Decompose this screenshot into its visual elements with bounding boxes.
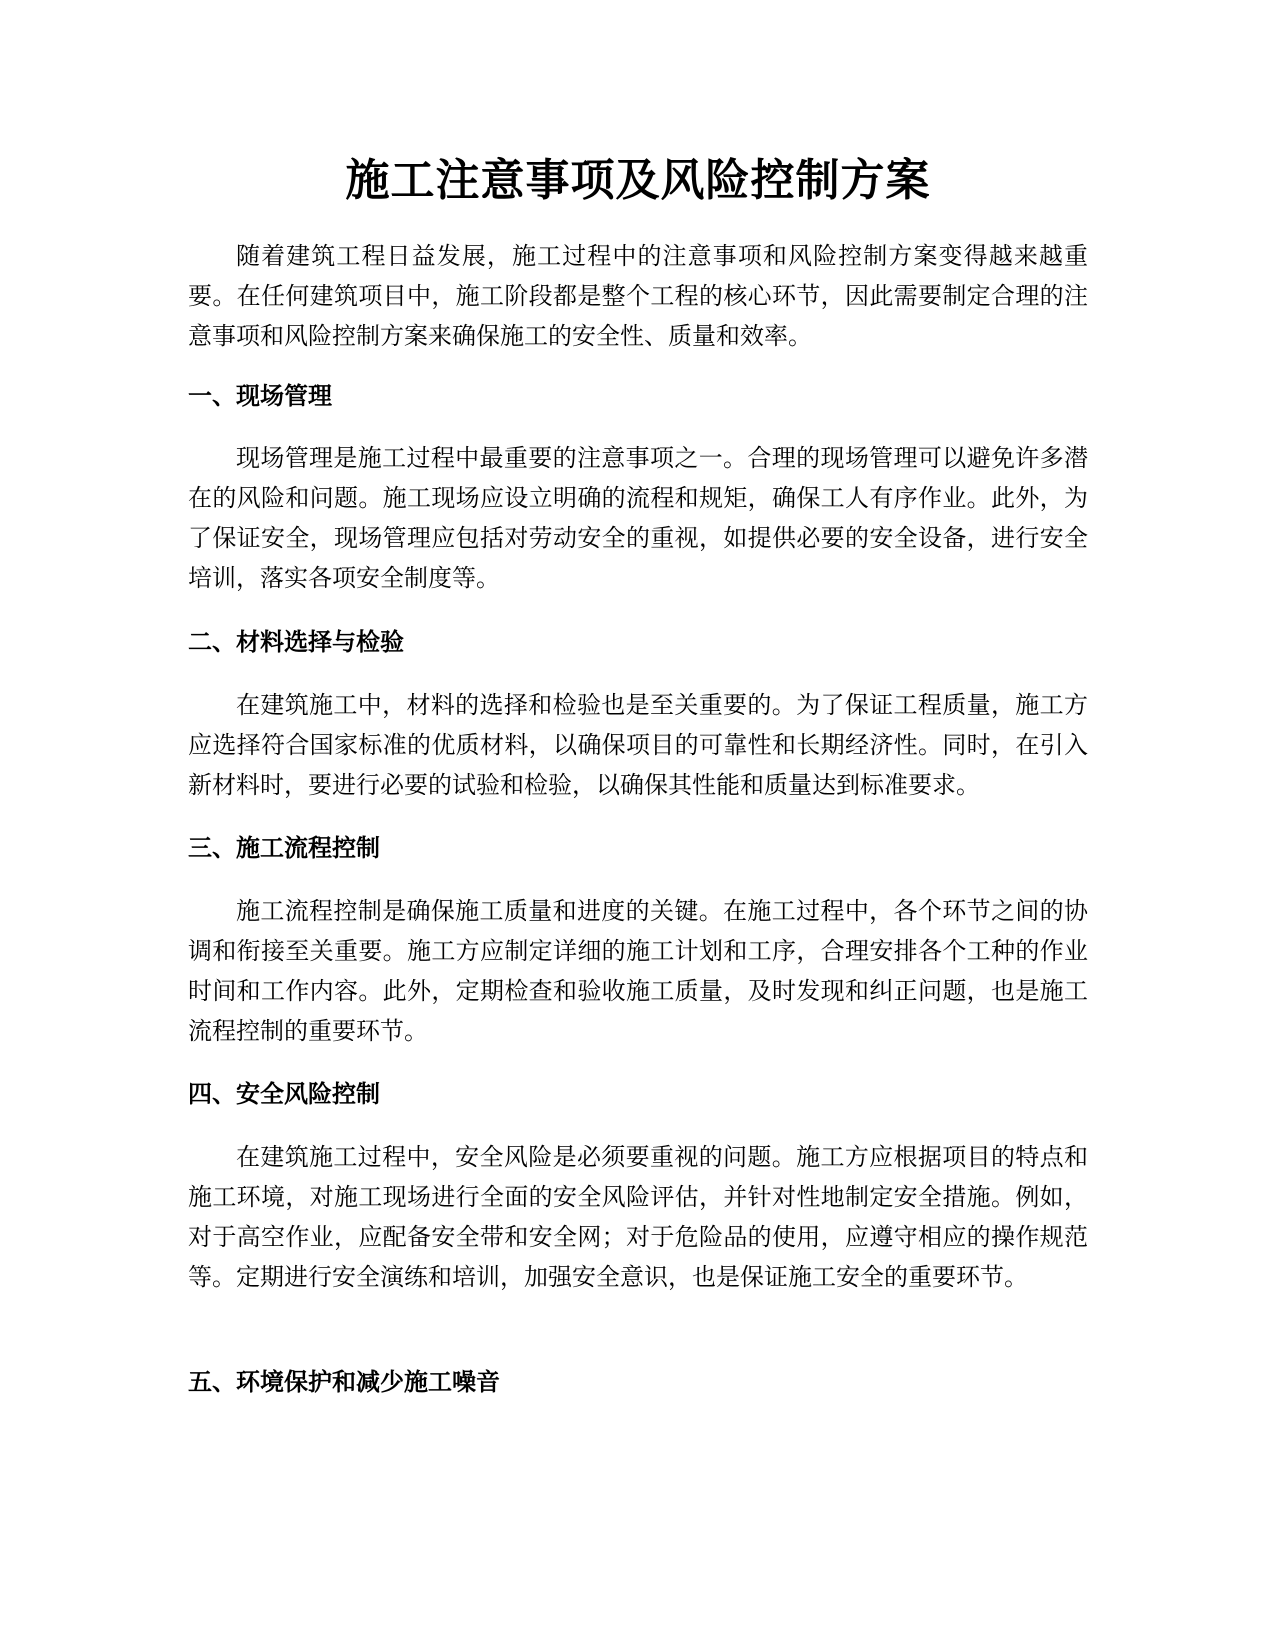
section-body-1: 现场管理是施工过程中最重要的注意事项之一。合理的现场管理可以避免许多潜在的风险和问题。施工现场应设立明确的流程和规矩，确保工人有序作业。此外，为了保证安全，现场管理应包括对劳动安全的重视，如提供必要的安全设备，进行安全培训，落实各项安全制度等。 bbox=[188, 444, 1088, 592]
section-heading-3: 三、施工流程控制 bbox=[188, 834, 380, 862]
intro-paragraph: 随着建筑工程日益发展，施工过程中的注意事项和风险控制方案变得越来越重要。在任何建筑项目中，施工阶段都是整个工程的核心环节，因此需要制定合理的注意事项和风险控制方案来确保施工的安全性、质量和效率。 bbox=[188, 242, 1088, 350]
section-body-2: 在建筑施工中，材料的选择和检验也是至关重要的。为了保证工程质量，施工方应选择符合国家标准的优质材料，以确保项目的可靠性和长期经济性。同时，在引入新材料时，要进行必要的试验和检验，以确保其性能和质量达到标准要求。 bbox=[188, 691, 1088, 799]
section-heading-1: 一、现场管理 bbox=[188, 382, 332, 410]
document-page bbox=[188, 0, 1088, 1650]
section-heading-5: 五、环境保护和减少施工噪音 bbox=[188, 1368, 500, 1396]
section-heading-4: 四、安全风险控制 bbox=[188, 1080, 380, 1108]
section-heading-2: 二、材料选择与检验 bbox=[188, 628, 404, 656]
section-body-3: 施工流程控制是确保施工质量和进度的关键。在施工过程中，各个环节之间的协调和衔接至关重要。施工方应制定详细的施工计划和工序，合理安排各个工种的作业时间和工作内容。此外，定期检查和验收施工质量，及时发现和纠正问题，也是施工流程控制的重要环节。 bbox=[188, 897, 1088, 1045]
document-title: 施工注意事项及风险控制方案 bbox=[345, 155, 931, 206]
section-body-4: 在建筑施工过程中，安全风险是必须要重视的问题。施工方应根据项目的特点和施工环境，对施工现场进行全面的安全风险评估，并针对性地制定安全措施。例如，对于高空作业，应配备安全带和安全网；对于危险品的使用，应遵守相应的操作规范等。定期进行安全演练和培训，加强安全意识，也是保证施工安全的重要环节。 bbox=[188, 1143, 1088, 1291]
